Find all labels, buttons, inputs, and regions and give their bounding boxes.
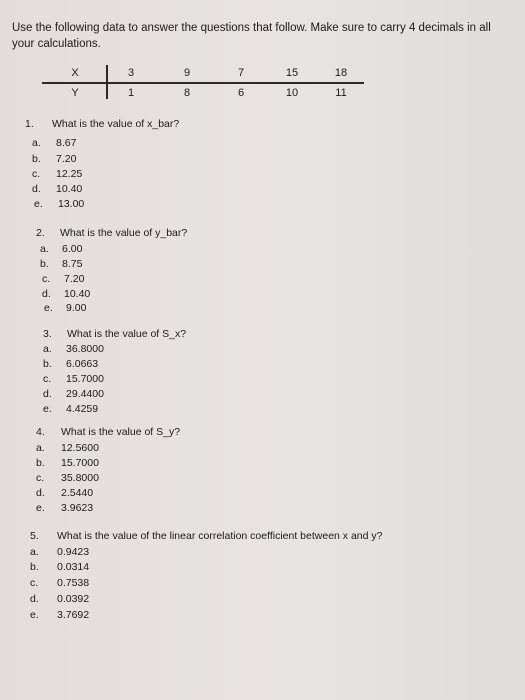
option-letter: c. xyxy=(32,168,41,180)
option-value: 15.7000 xyxy=(66,373,104,385)
option-letter: d. xyxy=(42,288,51,300)
x-header: X xyxy=(71,67,79,79)
option-value: 6.0663 xyxy=(66,358,99,370)
question-number: 3. xyxy=(43,328,52,340)
option-letter: b. xyxy=(30,561,39,573)
option-value: 36.8000 xyxy=(66,343,104,355)
option-value: 9.00 xyxy=(66,302,87,314)
x-value-3: 7 xyxy=(237,67,245,79)
option-letter: b. xyxy=(40,258,49,270)
x-value-4: 15 xyxy=(285,67,299,79)
option-value: 2.5440 xyxy=(61,487,94,499)
option-letter: c. xyxy=(42,273,51,285)
question-text: What is the value of S_y? xyxy=(61,426,181,438)
option-letter: e. xyxy=(44,302,53,314)
option-letter: a. xyxy=(36,442,45,454)
y-value-4: 10 xyxy=(285,87,299,99)
y-value-5: 11 xyxy=(335,87,347,99)
option-value: 6.00 xyxy=(62,243,83,255)
option-letter: d. xyxy=(30,593,39,605)
option-value: 0.0314 xyxy=(57,561,90,573)
option-value: 4.4259 xyxy=(66,403,99,415)
option-value: 29.4400 xyxy=(66,388,104,400)
option-value: 0.9423 xyxy=(57,546,90,558)
instructions-line-2: your calculations. xyxy=(12,38,101,50)
option-value: 12.5600 xyxy=(61,442,99,454)
option-value: 10.40 xyxy=(64,288,91,300)
option-value: 0.0392 xyxy=(57,593,90,605)
question-number: 5. xyxy=(30,530,39,542)
option-value: 0.7538 xyxy=(57,577,90,589)
x-value-2: 9 xyxy=(183,67,191,79)
question-text: What is the value of x_bar? xyxy=(52,118,180,130)
x-value-5: 18 xyxy=(334,67,348,79)
option-value: 15.7000 xyxy=(61,457,99,469)
option-letter: a. xyxy=(32,137,41,149)
option-value: 8.67 xyxy=(56,137,77,149)
x-value-1: 3 xyxy=(127,67,135,79)
option-letter: a. xyxy=(30,546,39,558)
option-letter: e. xyxy=(30,609,39,621)
question-number: 2. xyxy=(36,227,45,239)
option-letter: a. xyxy=(43,343,52,355)
option-value: 3.7692 xyxy=(57,609,90,621)
question-number: 4. xyxy=(36,426,45,438)
option-letter: c. xyxy=(43,373,52,385)
option-letter: b. xyxy=(32,153,41,165)
option-value: 10.40 xyxy=(56,183,83,195)
option-value: 13.00 xyxy=(58,198,85,210)
option-value: 8.75 xyxy=(62,258,83,270)
y-value-1: 1 xyxy=(127,87,135,99)
option-letter: d. xyxy=(36,487,45,499)
option-value: 7.20 xyxy=(56,153,77,165)
table-horizontal-rule xyxy=(42,82,364,84)
option-letter: d. xyxy=(32,183,41,195)
option-letter: a. xyxy=(40,243,49,255)
option-letter: e. xyxy=(36,502,45,514)
option-letter: c. xyxy=(36,472,45,484)
data-table xyxy=(42,65,364,109)
option-letter: d. xyxy=(43,388,52,400)
y-value-2: 8 xyxy=(183,87,191,99)
y-value-3: 6 xyxy=(237,87,245,99)
option-letter: e. xyxy=(34,198,43,210)
option-value: 35.8000 xyxy=(61,472,99,484)
instructions xyxy=(12,20,492,52)
option-letter: b. xyxy=(43,358,52,370)
option-value: 12.25 xyxy=(56,168,83,180)
question-text: What is the value of the linear correlation coefficient between x and y? xyxy=(57,530,383,542)
question-text: What is the value of S_x? xyxy=(67,328,187,340)
option-letter: b. xyxy=(36,457,45,469)
instructions-line-1: Use the following data to answer the questions that follow. Make sure to carry 4 decimals in all xyxy=(12,22,491,34)
question-text: What is the value of y_bar? xyxy=(60,227,188,239)
option-letter: e. xyxy=(43,403,52,415)
question-number: 1. xyxy=(25,118,34,130)
y-header: Y xyxy=(71,87,79,99)
option-letter: c. xyxy=(30,577,39,589)
option-value: 7.20 xyxy=(64,273,85,285)
option-value: 3.9623 xyxy=(61,502,94,514)
table-vertical-rule xyxy=(106,65,108,99)
